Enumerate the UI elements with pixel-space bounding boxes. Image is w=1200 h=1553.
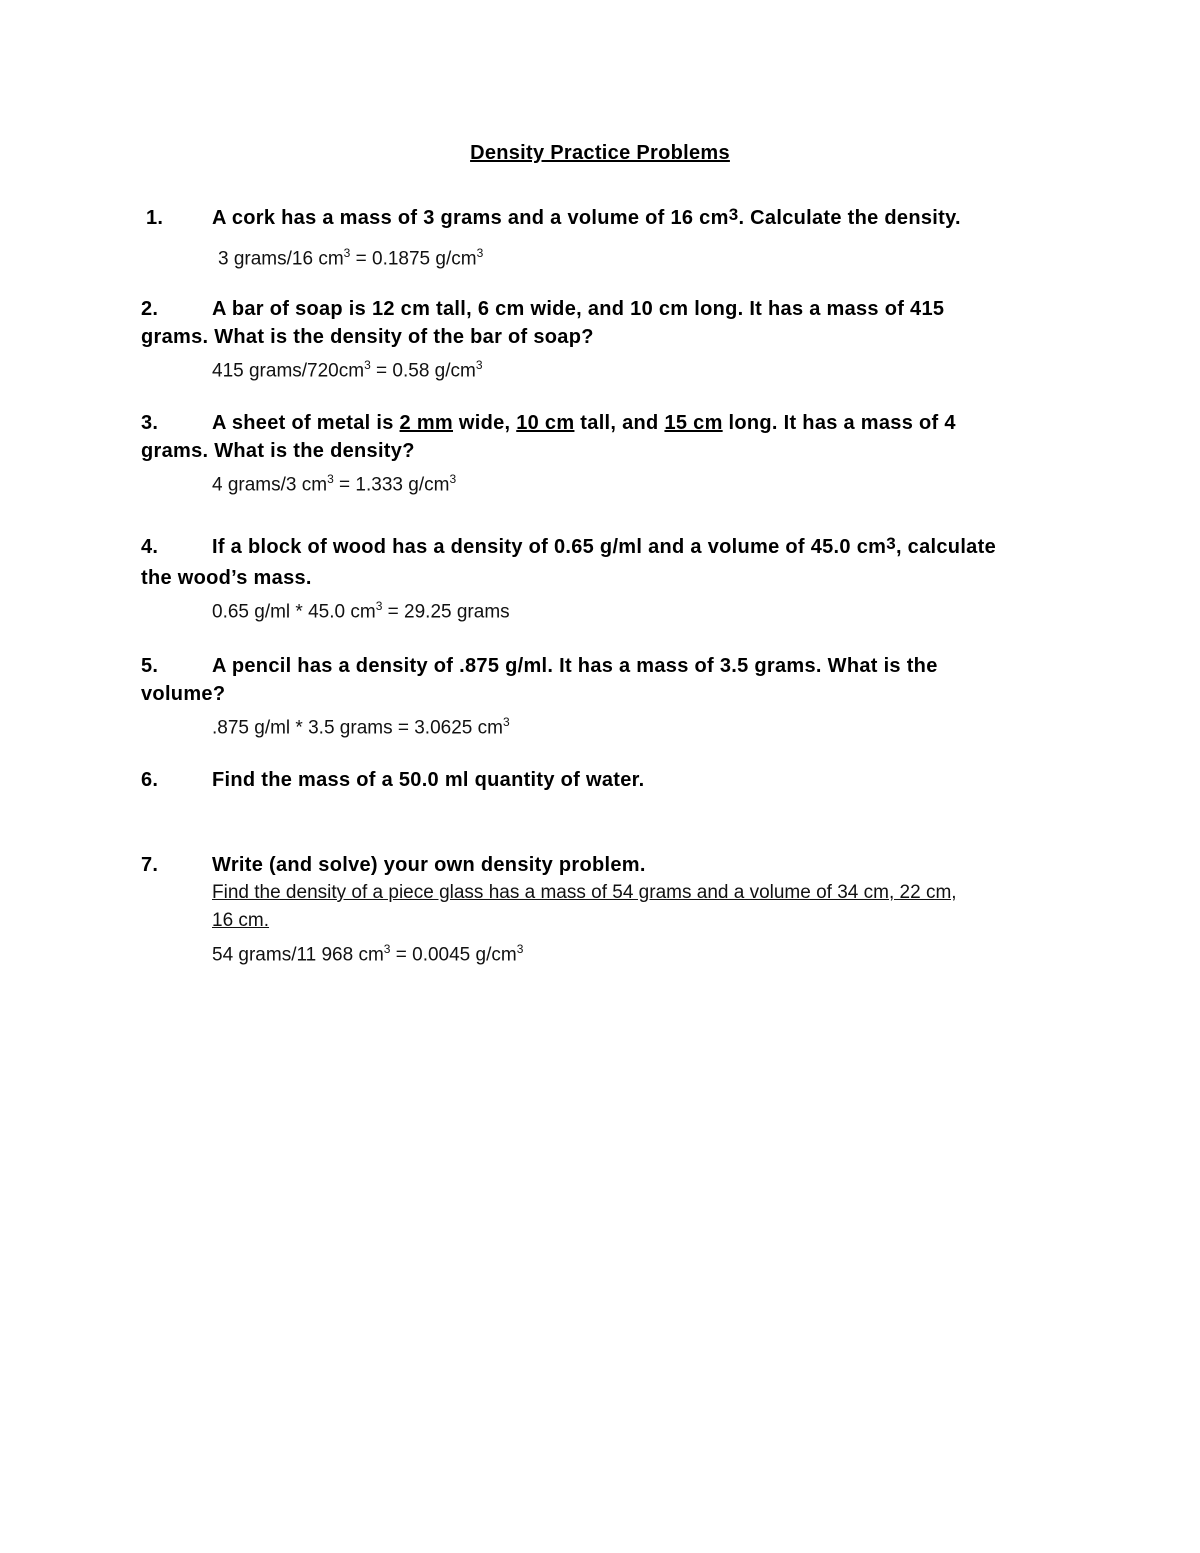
- problem-3-text: long. It has a mass of 4: [722, 412, 956, 434]
- problem-2-text: A bar of soap is 12 cm tall, 6 cm wide, and 10 cm long. It has a mass of 415: [212, 298, 945, 320]
- superscript: 3: [886, 534, 896, 553]
- problem-6-text: Find the mass of a 50.0 ml quantity of water.: [212, 769, 645, 791]
- problem-1-question: [146, 206, 961, 231]
- problem-1-text: A cork has a mass of 3 grams and a volume of 16 cm: [212, 207, 729, 229]
- problem-1-text-end: . Calculate the density.: [738, 207, 961, 229]
- answer-text: 3 grams/16 cm: [218, 248, 344, 270]
- problem-4-question-line2: the wood’s mass.: [141, 567, 312, 589]
- problem-3-text: tall, and: [574, 412, 665, 434]
- problem-7-text: Write (and solve) your own density problem.: [212, 854, 646, 876]
- problem-2-question-line1: [141, 297, 944, 321]
- answer-text: = 0.0045 g/cm: [390, 944, 517, 966]
- answer-text: 54 grams/11 968 cm: [212, 944, 384, 966]
- problem-3-number: 3.: [141, 412, 159, 434]
- answer-text: 415 grams/720cm: [212, 360, 365, 382]
- problem-4-text: , calculate: [895, 536, 996, 558]
- problem-3-text: A sheet of metal is: [212, 412, 400, 434]
- superscript: 3: [728, 205, 739, 224]
- problem-6-number: 6.: [141, 769, 159, 791]
- problem-2-number: 2.: [141, 298, 159, 320]
- problem-7-answer-line1: Find the density of a piece glass has a mass of 54 grams and a volume of 34 cm, 22 cm,: [212, 882, 957, 903]
- superscript: 3: [364, 358, 371, 372]
- problem-6-question: [141, 768, 644, 792]
- superscript: 3: [502, 715, 510, 729]
- answer-text: = 29.25 grams: [382, 601, 510, 623]
- problem-2-question-line2: grams. What is the density of the bar of soap?: [141, 326, 594, 348]
- problem-1-number: 1.: [146, 207, 164, 229]
- problem-7-answer-line3: [212, 937, 523, 967]
- problem-5-number: 5.: [141, 655, 159, 677]
- problem-7-number: 7.: [141, 854, 159, 876]
- problem-3-answer: [212, 467, 456, 497]
- problem-4-question-line1: [141, 535, 996, 560]
- answer-text: 0.65 g/ml * 45.0 cm: [212, 601, 376, 623]
- problem-3-question-line2: grams. What is the density?: [141, 440, 415, 462]
- superscript: 3: [476, 246, 484, 260]
- problem-1-answer: [218, 241, 483, 271]
- superscript: 3: [475, 358, 483, 372]
- underlined-measurement: 2 mm: [399, 412, 453, 434]
- answer-text: = 1.333 g/cm: [333, 474, 450, 496]
- answer-text: = 0.58 g/cm: [370, 360, 476, 382]
- problem-3-question-line1: [141, 411, 956, 435]
- superscript: 3: [343, 246, 351, 260]
- problem-5-text: A pencil has a density of .875 g/ml. It has a mass of 3.5 grams. What is the: [212, 655, 938, 677]
- superscript: 3: [449, 472, 457, 486]
- problem-2-answer: [212, 353, 483, 383]
- problem-5-question-line1: [141, 654, 938, 678]
- underlined-measurement: 10 cm: [516, 412, 575, 434]
- page-title: Density Practice Problems: [470, 142, 730, 164]
- underlined-measurement: 15 cm: [664, 412, 723, 434]
- problem-5-answer: [212, 710, 510, 740]
- answer-text: 4 grams/3 cm: [212, 474, 328, 496]
- answer-text: .875 g/ml * 3.5 grams = 3.0625 cm: [212, 717, 503, 739]
- answer-text: = 0.1875 g/cm: [350, 248, 477, 270]
- superscript: 3: [516, 942, 524, 956]
- problem-5-question-line2: volume?: [141, 683, 226, 705]
- problem-3-text: wide,: [453, 412, 517, 434]
- superscript: 3: [327, 472, 334, 486]
- problem-4-number: 4.: [141, 536, 159, 558]
- problem-4-text: If a block of wood has a density of 0.65 g/ml and a volume of 45.0 cm: [212, 536, 887, 558]
- problem-7-question: [141, 853, 646, 877]
- problem-7-answer-line2: 16 cm.: [212, 910, 270, 931]
- superscript: 3: [383, 942, 391, 956]
- problem-4-answer: [212, 594, 510, 624]
- superscript: 3: [375, 599, 383, 613]
